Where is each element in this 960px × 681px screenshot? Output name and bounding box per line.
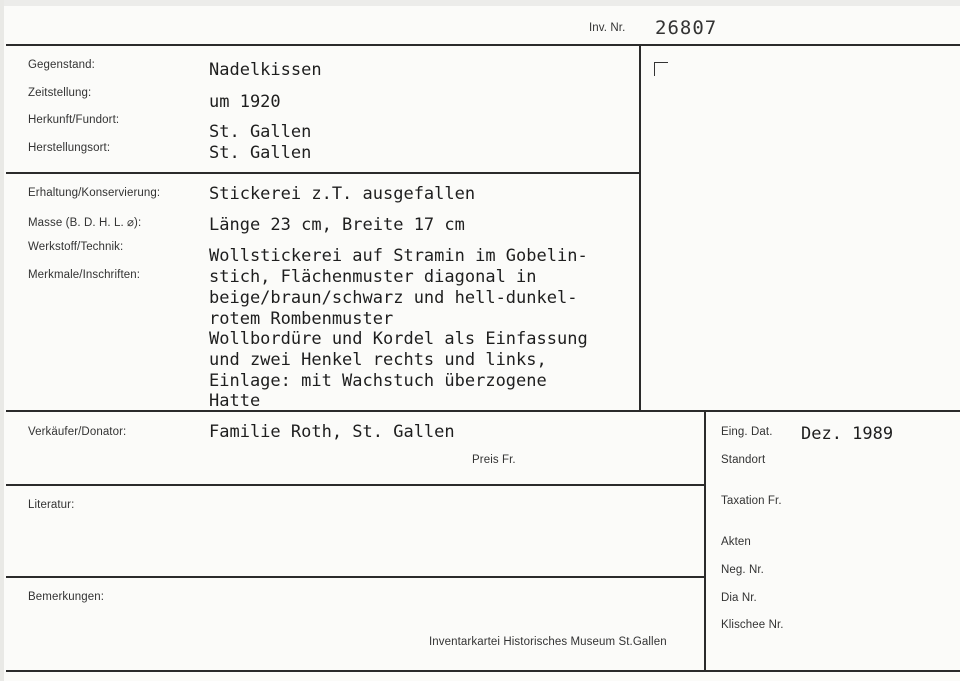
verkaeufer-value: Familie Roth, St. Gallen — [209, 422, 455, 442]
erhaltung-label: Erhaltung/Konservierung: — [28, 187, 161, 199]
card-left-edge — [0, 0, 4, 681]
dia-nr-label: Dia Nr. — [721, 592, 757, 604]
description-line: Wollstickerei auf Stramin im Gobelin- — [209, 246, 588, 266]
description-line: Hatte — [209, 391, 261, 411]
rule-acquisition-section — [6, 484, 705, 486]
zeitstellung-value: um 1920 — [209, 92, 281, 112]
rule-literatur-section — [6, 576, 705, 578]
description-line: und zwei Henkel rechts und links, — [209, 350, 547, 370]
eing-dat-label: Eing. Dat. — [721, 426, 773, 438]
rule-description-section — [6, 410, 960, 412]
description-line: stich, Flächenmuster diagonal in — [209, 267, 537, 287]
werkstoff-label: Werkstoff/Technik: — [28, 241, 124, 253]
verkaeufer-label: Verkäufer/Donator: — [28, 426, 127, 438]
preis-label: Preis Fr. — [472, 454, 516, 466]
gegenstand-label: Gegenstand: — [28, 59, 95, 71]
erhaltung-value: Stickerei z.T. ausgefallen — [209, 184, 476, 204]
herkunft-value: St. Gallen — [209, 122, 312, 142]
description-line: beige/braun/schwarz und hell-dunkel- — [209, 288, 578, 308]
masse-label: Masse (B. D. H. L. ⌀): — [28, 217, 142, 229]
inv-nr-value: 26807 — [655, 17, 718, 39]
rule-top — [6, 44, 960, 46]
card-top-edge — [0, 0, 960, 6]
bemerkungen-label: Bemerkungen: — [28, 591, 104, 603]
eing-dat-value: Dez. 1989 — [801, 424, 894, 444]
rule-bottom — [6, 670, 960, 672]
literatur-label: Literatur: — [28, 499, 75, 511]
description-line: Einlage: mit Wachstuch überzogene — [209, 371, 547, 391]
merkmale-label: Merkmale/Inschriften: — [28, 269, 141, 281]
klischee-nr-label: Klischee Nr. — [721, 619, 784, 631]
masse-value: Länge 23 cm, Breite 17 cm — [209, 215, 465, 235]
inv-nr-label: Inv. Nr. — [589, 22, 626, 34]
taxation-label: Taxation Fr. — [721, 495, 782, 507]
description-line: rotem Rombenmuster — [209, 309, 394, 329]
rule-object-section — [6, 172, 640, 174]
standort-label: Standort — [721, 454, 766, 466]
photo-corner-mark — [654, 62, 668, 76]
gegenstand-value: Nadelkissen — [209, 60, 322, 80]
rule-right-column-upper — [639, 44, 641, 412]
footer-publisher: Inventarkartei Historisches Museum St.Gallen — [429, 636, 667, 648]
herstellungsort-label: Herstellungsort: — [28, 142, 111, 154]
description-line: Wollbordüre und Kordel als Einfassung — [209, 329, 588, 349]
herkunft-label: Herkunft/Fundort: — [28, 114, 120, 126]
neg-nr-label: Neg. Nr. — [721, 564, 764, 576]
rule-right-column-lower — [704, 410, 706, 672]
herstellungsort-value: St. Gallen — [209, 143, 312, 163]
zeitstellung-label: Zeitstellung: — [28, 87, 92, 99]
akten-label: Akten — [721, 536, 751, 548]
